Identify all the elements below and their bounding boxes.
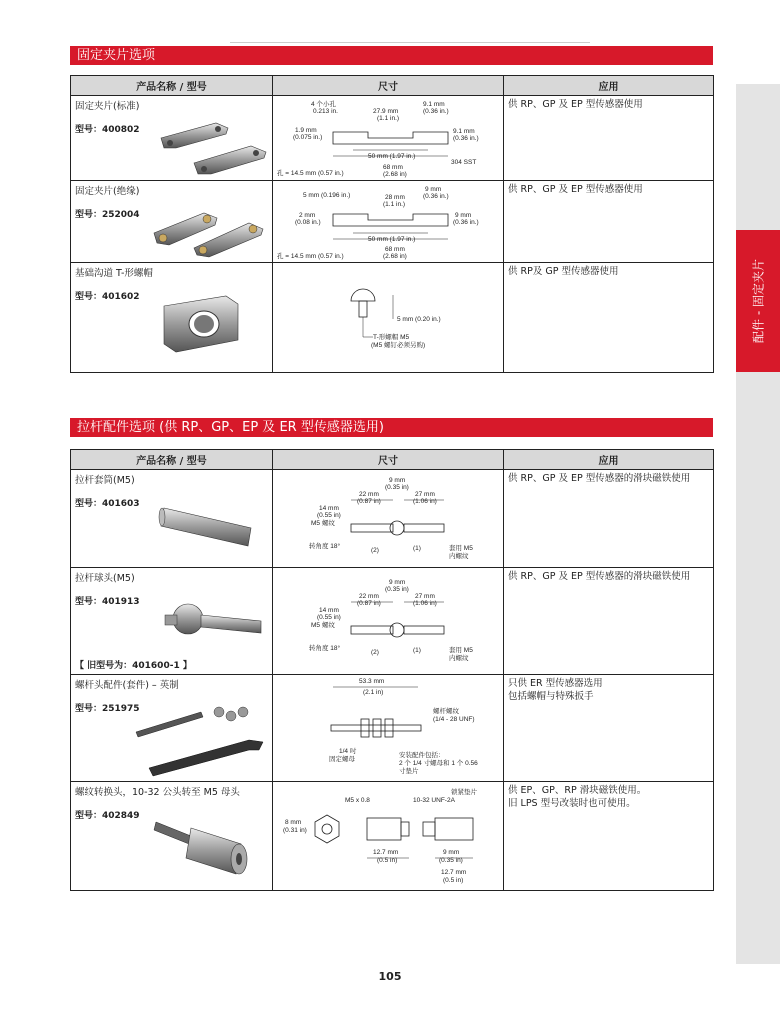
- dim-label: 27 mm: [415, 593, 435, 600]
- header-application: 应用: [504, 76, 714, 96]
- product-model: 型号：251975: [75, 704, 140, 714]
- dim-label: (2.68 in): [383, 253, 407, 260]
- dim-label: 27 mm: [415, 491, 435, 498]
- table-row: [71, 470, 714, 568]
- dim-label: 68 mm: [385, 246, 405, 253]
- table-row: [71, 96, 714, 181]
- dim-label: (0.35 in): [439, 857, 463, 864]
- dim-label: (0.075 in.): [293, 134, 323, 141]
- dim-label: (0.35 in): [385, 484, 409, 491]
- dim-label: 内螺纹: [449, 655, 469, 662]
- section1-table: [70, 75, 714, 373]
- dim-label: 内螺纹: [449, 553, 469, 560]
- dim-label: M5 螺纹: [311, 622, 335, 629]
- dim-label: 转角度 18°: [309, 645, 341, 652]
- dim-label: (0.5 in): [443, 877, 464, 884]
- dim-label: (1): [413, 545, 421, 552]
- rod-end-kit-drawing: [273, 675, 504, 782]
- application-text: 供 RP、GP 及 EP 型传感器使用: [508, 184, 643, 195]
- dim-label: (0.36 in.): [453, 135, 479, 142]
- product-model: 型号：401602: [75, 292, 140, 302]
- side-tab-label: 配件 - 固定夹片: [751, 259, 766, 343]
- table-row: [71, 675, 714, 782]
- dim-label: 304 SST: [451, 159, 477, 166]
- dim-label: (0.36 in.): [423, 108, 449, 115]
- dim-label: 9 mm: [425, 186, 442, 193]
- dim-label: 孔 = 14.5 mm (0.57 in.): [277, 253, 344, 260]
- thread-adapter-drawing: [273, 782, 504, 891]
- application-text: 供 RP、GP 及 EP 型传感器的滑块磁铁使用: [508, 571, 691, 582]
- insulated-clip-photo: [149, 193, 271, 258]
- clip-standard-drawing: [273, 96, 504, 181]
- dim-label: 9 mm: [443, 849, 460, 856]
- header-product: 产品名称 / 型号: [71, 76, 273, 96]
- dim-label: (1.06 in): [413, 498, 437, 505]
- top-rule: [230, 42, 590, 43]
- table-row: [71, 782, 714, 891]
- dim-label: (0.08 in.): [295, 219, 321, 226]
- application-text: 供 RP、GP 及 EP 型传感器的滑块磁铁使用: [508, 473, 691, 484]
- product-name: 固定夹片(绝缘): [75, 186, 140, 197]
- header-application: 应用: [504, 450, 714, 470]
- section1-title: 固定夹片选项: [70, 46, 713, 65]
- dim-label: (M5 螺钉必须另购): [371, 342, 426, 349]
- dim-label: (0.5 in): [377, 857, 398, 864]
- dim-label: (1): [413, 647, 421, 654]
- dim-label: (0.36 in.): [453, 219, 479, 226]
- side-tab: [736, 230, 780, 372]
- application-text: 只供 ER 型传感器选用 包括螺帽与特殊扳手: [508, 678, 603, 702]
- header-dimensions: 尺寸: [273, 450, 504, 470]
- application-text: 供 RP、GP 及 EP 型传感器使用: [508, 99, 643, 110]
- section2-table: [70, 449, 714, 891]
- dim-label: 10-32 UNF-2A: [413, 797, 455, 804]
- dim-label: (1/4 - 28 UNF): [433, 716, 475, 723]
- dim-label: 螺杆螺纹: [433, 708, 459, 715]
- product-name: 螺纹转换头，10-32 公头转至 M5 母头: [75, 787, 240, 798]
- dim-label: 0.213 in.: [313, 108, 338, 115]
- dim-label: 寸垫片: [399, 768, 419, 775]
- kit-photo: [131, 700, 271, 778]
- dim-label: (0.87 in): [357, 600, 381, 607]
- dim-label: (1.1 in.): [377, 115, 400, 122]
- header-product: 产品名称 / 型号: [71, 450, 273, 470]
- dim-label: 28 mm: [385, 194, 405, 201]
- dim-label: 2 个 1/4 寸螺母和 1 个 0.56: [399, 760, 478, 767]
- side-strip: [736, 84, 780, 964]
- dim-label: 1.9 mm: [295, 127, 317, 134]
- dim-label: 9.1 mm: [423, 101, 445, 108]
- dim-label: (0.87 in): [357, 498, 381, 505]
- product-model: 型号：401913: [75, 597, 140, 607]
- dim-label: 9 mm: [389, 579, 406, 586]
- product-model: 型号：402849: [75, 811, 140, 821]
- dim-label: 9.1 mm: [453, 128, 475, 135]
- product-model: 型号：252004: [75, 210, 140, 220]
- rod-sleeve-drawing: [273, 470, 504, 568]
- dim-label: 安装配件包括：: [399, 752, 445, 759]
- dim-label: 9 mm: [389, 477, 406, 484]
- page-number: 105: [378, 970, 402, 983]
- dim-label: (2.68 in): [383, 171, 407, 178]
- dim-label: 5 mm (0.20 in.): [397, 316, 441, 323]
- dim-label: 2 mm: [299, 212, 316, 219]
- dim-label: M5 螺纹: [311, 520, 335, 527]
- dim-label: 转角度 18°: [309, 543, 341, 550]
- t-nut-drawing: [273, 263, 504, 373]
- dim-label: (0.55 in): [317, 512, 341, 519]
- dim-label: 5 mm (0.196 in.): [303, 192, 351, 199]
- header-dimensions: 尺寸: [273, 76, 504, 96]
- dim-label: 8 mm: [285, 819, 302, 826]
- product-name: 固定夹片(标准): [75, 101, 140, 112]
- dim-label: 12.7 mm: [373, 849, 399, 856]
- dim-label: (0.31 in): [283, 827, 307, 834]
- product-name: 基础沟道 T-形螺帽: [75, 268, 153, 279]
- table-row: [71, 181, 714, 263]
- dim-label: 22 mm: [359, 491, 379, 498]
- adapter-photo: [151, 802, 266, 886]
- dim-label: (1.1 in.): [383, 201, 406, 208]
- t-nut-photo: [156, 288, 246, 360]
- product-model: 型号：400802: [75, 125, 140, 135]
- dim-label: 14 mm: [319, 505, 339, 512]
- dim-label: 1/4 吋: [339, 748, 357, 755]
- dim-label: 锁紧垫片: [451, 789, 477, 796]
- sleeve-photo: [156, 498, 264, 553]
- dim-label: 套用 M5: [449, 545, 473, 552]
- table-row: [71, 568, 714, 675]
- dim-label: (0.55 in): [317, 614, 341, 621]
- dim-label: 53.3 mm: [359, 678, 385, 685]
- dim-label: M5 x 0.8: [345, 797, 370, 804]
- dim-label: (2): [371, 649, 379, 656]
- application-text: 供 EP、GP、RP 滑块磁铁使用。 旧 LPS 型号改装时也可使用。: [508, 785, 647, 809]
- dim-label: 27.9 mm: [373, 108, 399, 115]
- product-model: 型号：401603: [75, 499, 140, 509]
- section2-title: 拉杆配件选项 (供 RP、GP、EP 及 ER 型传感器选用): [70, 418, 713, 437]
- product-name: 螺杆头配件(套件) – 英制: [75, 680, 179, 691]
- clip-photo: [156, 118, 271, 178]
- dim-label: 50 mm (1.97 in.): [368, 236, 416, 243]
- dim-label: 14 mm: [319, 607, 339, 614]
- dim-label: 套用 M5: [449, 647, 473, 654]
- table-header: [71, 76, 714, 96]
- dim-label: 固定螺母: [329, 756, 355, 763]
- table-header: [71, 450, 714, 470]
- table-row: [71, 263, 714, 373]
- dim-label: 孔 = 14.5 mm (0.57 in.): [277, 170, 344, 177]
- dim-label: 9 mm: [455, 212, 472, 219]
- dim-label: (2.1 in): [363, 689, 384, 696]
- product-name: 拉杆球头(M5): [75, 573, 135, 584]
- application-text: 供 RP及 GP 型传感器使用: [508, 266, 619, 277]
- dim-label: T-形螺帽 M5: [373, 334, 410, 341]
- product-name: 拉杆套筒(M5): [75, 475, 135, 486]
- dim-label: 4 个小孔: [311, 101, 336, 108]
- ball-joint-photo: [163, 593, 268, 648]
- dim-label: (2): [371, 547, 379, 554]
- dim-label: (0.35 in): [385, 586, 409, 593]
- dim-label: 68 mm: [383, 164, 403, 171]
- clip-insulated-drawing: [273, 181, 504, 263]
- dim-label: (0.36 in.): [423, 193, 449, 200]
- dim-label: (1.06 in): [413, 600, 437, 607]
- dim-label: 50 mm (1.97 in.): [368, 153, 416, 160]
- old-model: 【 旧型号为：401600-1 】: [75, 661, 192, 671]
- dim-label: 12.7 mm: [441, 869, 467, 876]
- dim-label: 22 mm: [359, 593, 379, 600]
- rod-ball-drawing: [273, 568, 504, 675]
